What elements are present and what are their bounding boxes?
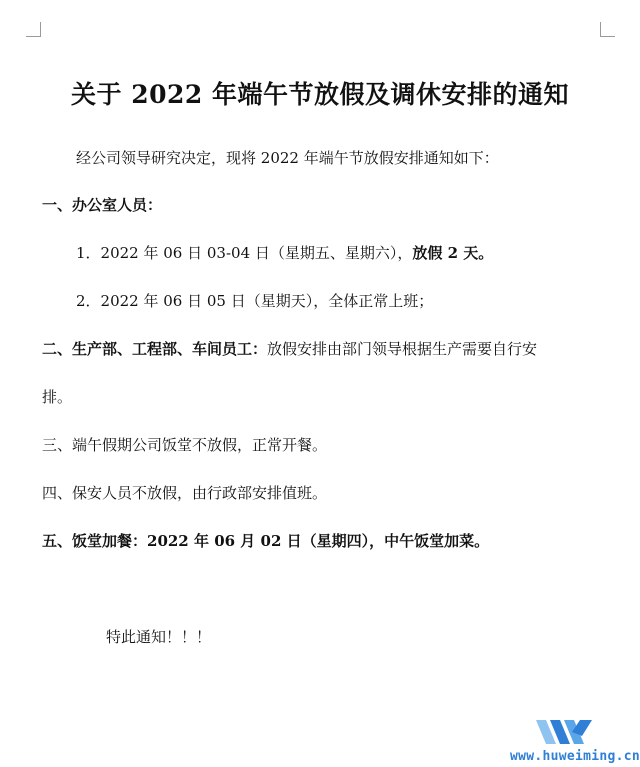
closing-line: 特此通知！！！ [106, 628, 212, 646]
section-4: 四、保安人员不放假，由行政部安排值班。 [42, 484, 328, 502]
section-2-text: 放假安排由部门领导根据生产需要自行安 [267, 340, 538, 358]
site-watermark [494, 716, 640, 767]
section-1-item-1-text: 1．2022 年 06 日 03-04 日（星期五、星期六）， [76, 244, 413, 262]
watermark-logo-icon [532, 716, 596, 748]
section-1-item-1 [76, 242, 493, 263]
section-1-item-2: 2．2022 年 06 日 05 日（星期天），全体正常上班； [76, 292, 434, 310]
section-1-item-1-bold: 放假 2 天。 [412, 244, 494, 262]
section-2-heading: 二、生产部、工程部、车间员工： [42, 340, 268, 358]
section-1-heading: 一、办公室人员： [42, 196, 163, 214]
section-5: 五、饭堂加餐：2022 年 06 月 02 日（星期四），中午饭堂加菜。 [42, 532, 490, 550]
section-3: 三、端午假期公司饭堂不放假，正常开餐。 [42, 436, 328, 454]
document-title: 关于 2022 年端午节放假及调休安排的通知 [71, 80, 569, 109]
section-2-line-2: 排。 [42, 388, 73, 406]
section-2-line-1 [42, 338, 537, 359]
watermark-text: www.huweiming.cn [509, 749, 640, 764]
page-corner-mark-top-left [26, 22, 41, 37]
page-corner-mark-top-right [600, 22, 615, 37]
intro-paragraph: 经公司领导研究决定，现将 2022 年端午节放假安排通知如下： [76, 149, 499, 167]
